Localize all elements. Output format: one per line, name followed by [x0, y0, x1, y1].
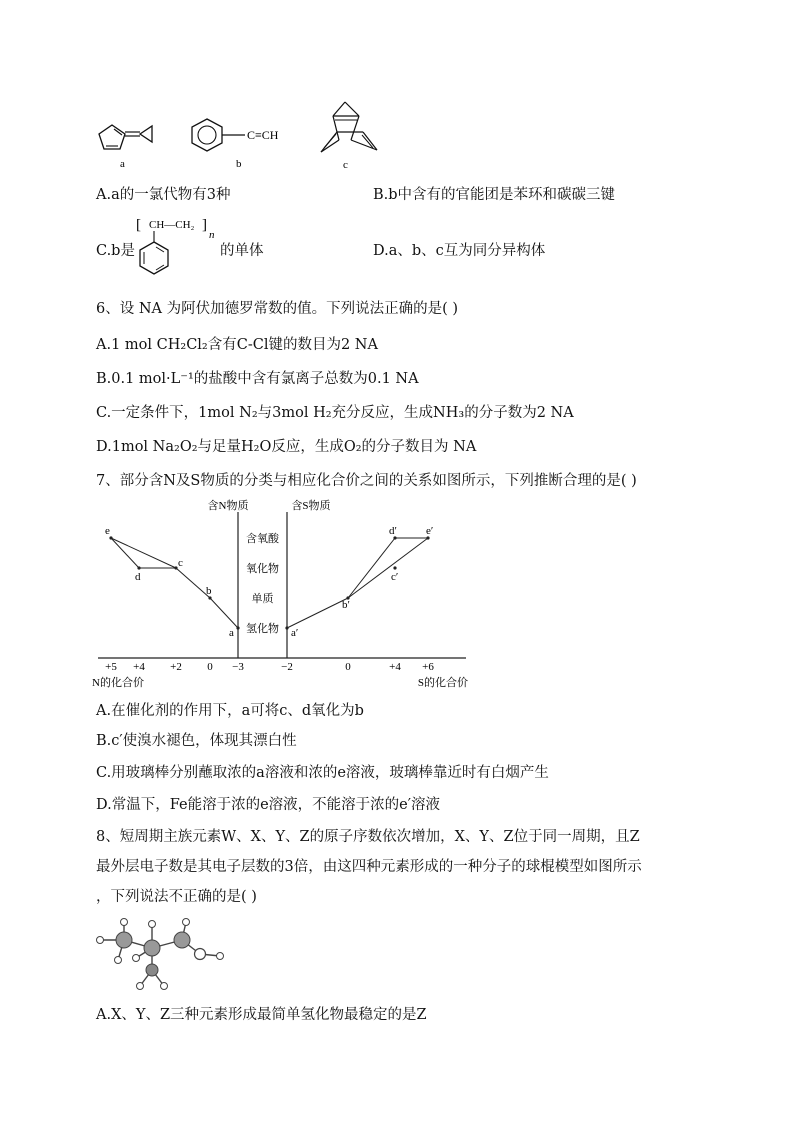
n-point	[137, 566, 140, 569]
q7-option-a[interactable]: A.在催化剂的作用下，a可将c、d氧化为b	[96, 703, 364, 719]
svg-text:[: [	[136, 217, 141, 233]
structure-a	[92, 118, 162, 168]
n-point-label: b	[206, 585, 212, 597]
s-point	[393, 566, 396, 569]
q7-stem: 7、部分含N及S物质的分类与相应化合价之间的关系如图所示，下列推断合理的是( )	[96, 473, 637, 489]
q8-stem-line2: 最外层电子数是其电子层数的3倍，由这四种元素形成的一种分子的球棍模型如图所示	[96, 859, 642, 875]
n-point-label: a	[229, 627, 234, 639]
n-tick-label: −3	[232, 661, 244, 673]
s-point-label: d′	[389, 525, 397, 537]
s-point	[285, 626, 288, 629]
q7-option-b[interactable]: B.c′使溴水褪色，体现其漂白性	[96, 733, 297, 749]
n-tick-label: +2	[170, 661, 182, 673]
q6-option-a[interactable]: A.1 mol CH₂Cl₂含有C-Cl键的数目为2 NA	[96, 337, 378, 353]
q8-stem-line3: ，下列说法不正确的是( )	[96, 889, 257, 905]
category-label: 氢化物	[246, 623, 279, 635]
structure-c	[315, 98, 387, 172]
q5-option-c-suffix: 的单体	[220, 243, 264, 259]
s-tick-label: −2	[281, 661, 293, 673]
polymer-n-label: n	[209, 229, 215, 241]
q7-option-c[interactable]: C.用玻璃棒分别蘸取浓的a溶液和浓的e溶液，玻璃棒靠近时有白烟产生	[96, 765, 549, 781]
n-point-label: e	[105, 525, 110, 537]
q5-option-c-prefix[interactable]: C.b是	[96, 243, 135, 259]
s-axis-title: 含S物质	[291, 500, 331, 512]
q8-stem-line1: 8、短周期主族元素W、X、Y、Z的原子序数依次增加，X、Y、Z位于同一周期，且Z	[96, 829, 640, 845]
q5-option-a[interactable]: A.a的一氯代物有3种	[96, 187, 231, 203]
s-tick-label: 0	[345, 661, 351, 673]
structure-c-label: c	[343, 159, 348, 171]
q6-option-b[interactable]: B.0.1 mol·L⁻¹的盐酸中含有氯离子总数为0.1 NA	[96, 371, 419, 387]
valence-chart	[90, 496, 470, 692]
q5-option-d[interactable]: D.a、b、c互为同分异构体	[373, 243, 546, 259]
s-line	[287, 598, 348, 628]
structure-b	[185, 113, 310, 169]
n-line	[111, 538, 176, 568]
s-tick-label: +4	[389, 661, 401, 673]
n-point-label: d	[135, 571, 141, 583]
svg-text:]: ]	[202, 217, 207, 233]
s-tick-label: +6	[422, 661, 434, 673]
n-tick-label: +5	[105, 661, 117, 673]
n-line	[111, 538, 139, 568]
category-label: 单质	[251, 593, 274, 605]
s-point-label: b′	[342, 599, 350, 611]
q6-option-d[interactable]: D.1mol Na₂O₂与足量H₂O反应，生成O₂的分子数目为 NA	[96, 439, 477, 455]
q5-option-b[interactable]: B.b中含有的官能团是苯环和碳碳三键	[373, 187, 616, 203]
polymer-structure	[134, 214, 220, 282]
polymer-chain-label: CH—CH₂	[149, 219, 195, 231]
n-tick-label: 0	[207, 661, 213, 673]
n-line	[176, 568, 210, 598]
category-label: 氧化物	[246, 563, 279, 575]
n-axis-title: 含N物质	[207, 500, 249, 512]
s-xlabel: S的化合价	[417, 677, 468, 689]
q6-option-c[interactable]: C.一定条件下，1mol N₂与3mol H₂充分反应，生成NH₃的分子数为2 NA	[96, 405, 574, 421]
structure-a-label: a	[120, 158, 125, 168]
n-point	[236, 626, 239, 629]
s-point-label: a′	[291, 627, 299, 639]
q6-stem: 6、设 NA 为阿伏加德罗常数的值。下列说法正确的是( )	[96, 301, 459, 317]
n-tick-label: +4	[133, 661, 145, 673]
n-point-label: c	[178, 557, 183, 569]
n-line	[210, 598, 238, 628]
s-point-label: c′	[391, 571, 399, 583]
q7-option-d[interactable]: D.常温下，Fe能溶于浓的e溶液，不能溶于浓的e′溶液	[96, 797, 441, 813]
category-label: 含氧酸	[246, 533, 279, 545]
alkyne-group: C≡CH	[247, 128, 279, 142]
s-point-label: e′	[426, 525, 434, 537]
q8-option-a[interactable]: A.X、Y、Z三种元素形成最简单氢化物最稳定的是Z	[96, 1007, 427, 1023]
n-xlabel: N的化合价	[92, 677, 144, 689]
structure-b-label: b	[236, 158, 242, 169]
ball-and-stick-model	[92, 914, 232, 990]
